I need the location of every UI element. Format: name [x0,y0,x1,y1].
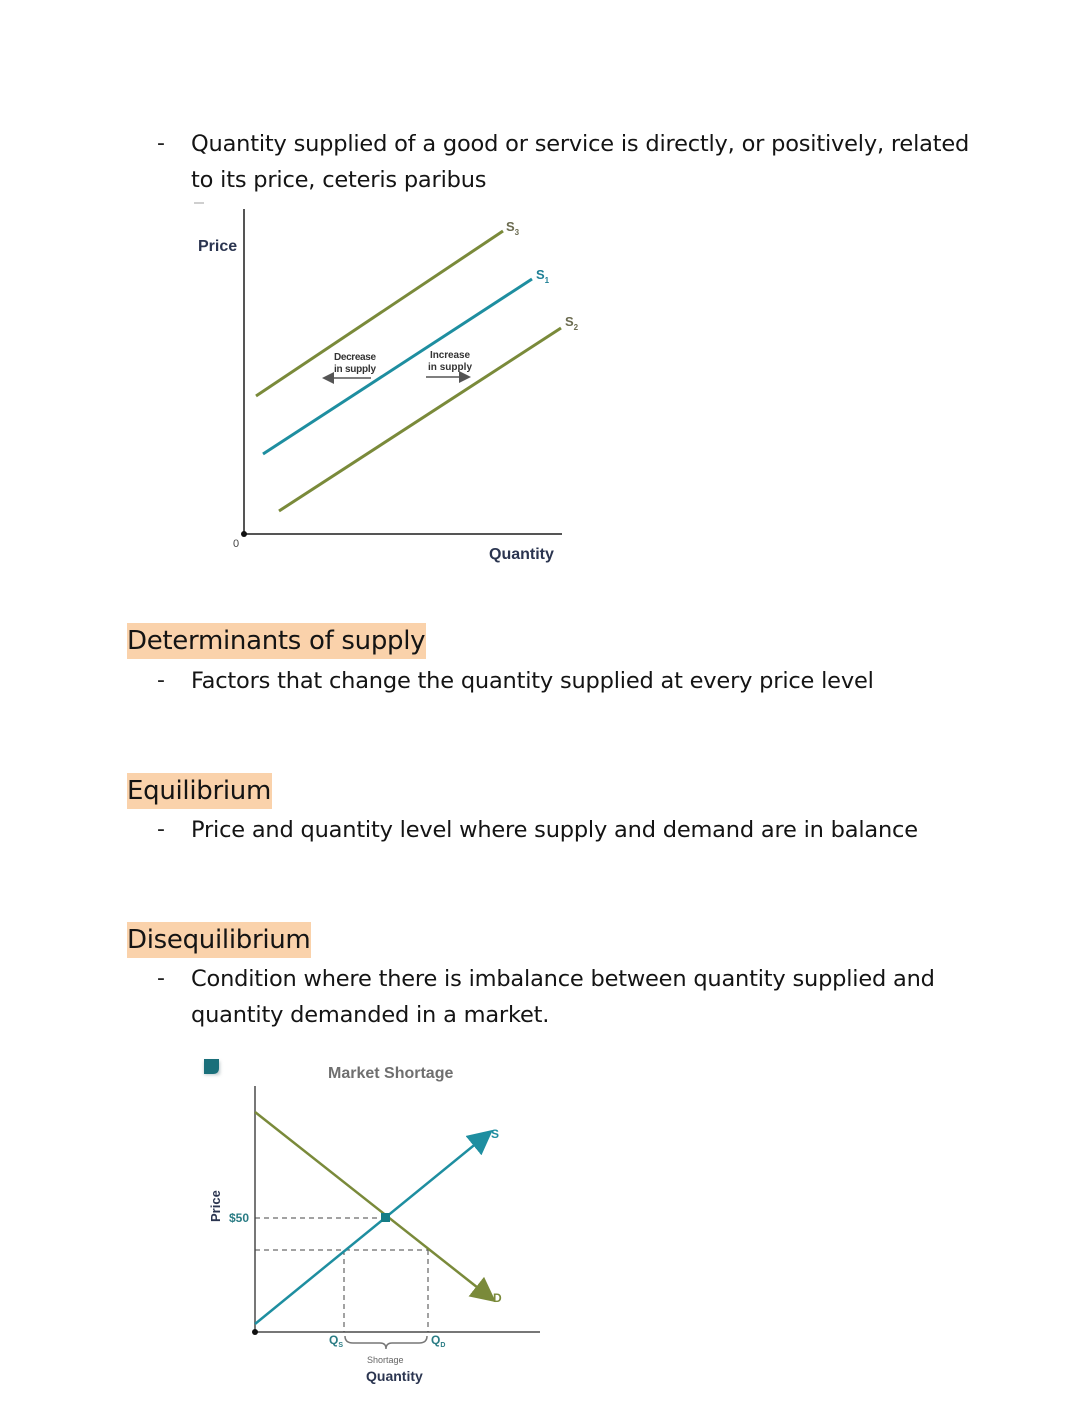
supply-curve-s1 [263,279,532,454]
equilibrium-point [381,1213,390,1222]
shortage-label: Shortage [367,1355,404,1365]
shortage-brace-icon [345,1336,427,1349]
demand-curve [255,1112,492,1299]
section-heading: Disequilibrium [127,922,311,958]
teal-badge-icon [204,1059,219,1074]
bullet-text-line: quantity demanded in a market. [191,1002,550,1028]
section-heading: Determinants of supply [127,623,426,659]
bullet-dash: - [157,817,165,842]
s2-label: $S_2$ [565,314,579,332]
bullet-text-line: to its price, ceteris paribus [191,167,487,193]
market-shortage-chart [195,1050,555,1397]
price-tick-label: $50 [229,1211,250,1225]
bullet-dash: - [157,966,165,991]
y-axis-label: Price [198,238,238,255]
section-heading: Equilibrium [127,773,272,809]
increase-label-line1: Increase [430,350,470,361]
bullet-dash: - [157,668,165,693]
qd-label: $Q_D$ [431,1333,446,1349]
supply-label: S [491,1127,500,1141]
s3-label: $S_3$ [506,219,520,237]
supply-curve [255,1133,489,1324]
bullet-text-line: Quantity supplied of a good or service is directly, or positively, related [191,131,970,157]
x-axis-label: Quantity [489,546,554,563]
origin-dot [252,1329,258,1335]
qs-label: $Q_S$ [329,1333,344,1349]
bullet-text-line: Price and quantity level where supply and demand are in balance [191,817,918,843]
supply-curve-s2 [279,328,561,511]
bullet-dash: - [157,131,165,156]
bullet-text-line: Factors that change the quantity supplied at every price level [191,668,874,694]
supply-shift-chart-svg [185,195,605,575]
y-axis-label: Price [208,1190,223,1222]
increase-label-line2: in supply [428,362,472,373]
decrease-label-line1: Decrease [334,352,376,363]
s1-label: $S_1$ [536,267,550,285]
chart-title: Market Shortage [328,1065,454,1082]
origin-dot [241,531,247,537]
x-axis-label: Quantity [366,1368,423,1384]
origin-label: 0 [233,538,240,550]
supply-shift-chart [185,195,605,575]
decrease-label-line2: in supply [334,364,376,375]
bullet-text-line: Condition where there is imbalance between quantity supplied and [191,966,935,992]
demand-label: D [493,1291,502,1305]
market-shortage-chart-svg [195,1050,555,1397]
